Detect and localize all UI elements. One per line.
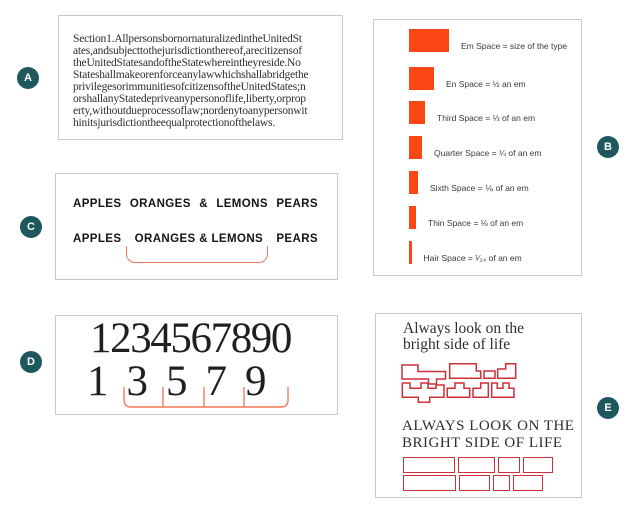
word-silhouette-side: [447, 383, 469, 397]
badge-e: E: [597, 397, 619, 419]
badge-d: D: [20, 351, 42, 373]
en-space-label: En Space = ½ an em: [446, 79, 526, 89]
word-box-always: [403, 457, 455, 473]
hair-space-bar: [409, 241, 412, 264]
equal-width-bracket: [56, 316, 339, 416]
word: LEMONS: [216, 198, 268, 210]
text-line: theUnitedStatesandoftheStatewhereintheyreside.No: [73, 57, 301, 69]
en-space-row: [409, 67, 526, 90]
thin-space-label: Thin Space = ⅛ of an em: [428, 218, 524, 228]
word-box-on: [498, 457, 520, 473]
digit: 3: [126, 358, 148, 405]
word-row-grouped: [73, 233, 318, 245]
word: ORANGES: [129, 198, 191, 210]
em-space-label: Em Space = size of the type: [461, 41, 568, 51]
text-line: Section1.AllpersonsbornornaturalizedintheUnitedSt: [73, 33, 302, 45]
text-line: orshallanyStatedepriveanypersonoflife,liberty,orprop: [73, 93, 306, 105]
thin-space-bar: [409, 206, 416, 229]
text-line: privilegesorimmunitiesofcitizensoftheUnitedStates;n: [73, 81, 306, 93]
sentence-line: BRIGHT SIDE OF LIFE: [402, 435, 563, 451]
word-silhouette-of: [473, 383, 488, 397]
unspaced-paragraph: [73, 33, 308, 129]
badge-a: A: [17, 67, 39, 89]
hair-space-row: [409, 241, 522, 264]
word-silhouette-the: [498, 364, 516, 379]
word: PEARS: [276, 198, 318, 210]
panel-a-unspaced-text: [58, 15, 343, 140]
word-box-life: [513, 475, 543, 491]
panel-d-tabular-figures: [55, 315, 338, 415]
digit: 9: [245, 358, 267, 405]
panel-b-space-sizes: [373, 19, 582, 276]
word: APPLES: [73, 233, 122, 245]
word: PEARS: [276, 233, 318, 245]
panel-e-word-shapes: [375, 313, 582, 498]
quarter-space-row: [409, 136, 542, 159]
text-line: Stateshallmakeorenforceanylawwhichshallabridgethe: [73, 69, 309, 81]
sixth-space-label: Sixth Space = ⅙ of an em: [430, 183, 529, 193]
lowercase-word-silhouettes: [399, 359, 529, 407]
word-silhouette-always: [402, 365, 446, 384]
word-box-of: [493, 475, 510, 491]
sixth-space-bar: [409, 171, 418, 194]
sentence-line: Always look on the: [403, 320, 524, 337]
badge-c: C: [20, 216, 42, 238]
quarter-space-label: Quarter Space = ¼ of an em: [434, 148, 542, 158]
third-space-row: [409, 101, 535, 124]
word-silhouette-life: [492, 383, 514, 397]
word-silhouette-bright: [402, 383, 444, 402]
text-line: erty,withoutdueprocessoflaw;nordenytoanypersonwit: [73, 105, 308, 117]
word: &: [199, 198, 208, 210]
digits-run: 1234567890: [90, 315, 292, 362]
group-bracket: [126, 246, 268, 263]
lowercase-sentence: [403, 321, 524, 353]
third-space-bar: [409, 101, 425, 124]
panel-c-word-spacing: [55, 173, 338, 280]
word-box-side: [459, 475, 490, 491]
em-space-row: [409, 29, 567, 52]
word-silhouette-on: [484, 371, 495, 378]
word-box-look: [458, 457, 495, 473]
digit: 5: [166, 358, 188, 405]
sixth-space-row: [409, 171, 529, 194]
thin-space-row: [409, 206, 523, 229]
word-box-bright: [403, 475, 456, 491]
word-row-spaced: [73, 198, 318, 210]
hair-space-label: Hair Space = ¹⁄₂₄ of an em: [423, 253, 522, 263]
text-line: hinitsjurisdictiontheequalprotectionofthelaws.: [73, 117, 275, 129]
uppercase-word-boxes-row1: [403, 457, 553, 473]
quarter-space-bar: [409, 136, 422, 159]
sentence-line: ALWAYS LOOK ON THE: [402, 418, 575, 434]
uppercase-sentence: [402, 418, 574, 452]
third-space-label: Third Space = ⅓ of an em: [437, 113, 536, 123]
en-space-bar: [409, 67, 434, 90]
digit: 1: [87, 358, 109, 405]
text-line: ates,andsubjecttothejurisdictionthereof,arecitizensof: [73, 45, 302, 57]
em-space-bar: [409, 29, 449, 52]
digit: 7: [205, 358, 227, 405]
uppercase-word-boxes-row2: [403, 475, 543, 491]
word-group: ORANGES & LEMONS: [134, 233, 264, 245]
word-silhouette-look: [450, 364, 481, 379]
sentence-line: bright side of life: [403, 336, 511, 353]
badge-b: B: [597, 136, 619, 158]
word: APPLES: [73, 198, 122, 210]
word-box-the: [523, 457, 553, 473]
